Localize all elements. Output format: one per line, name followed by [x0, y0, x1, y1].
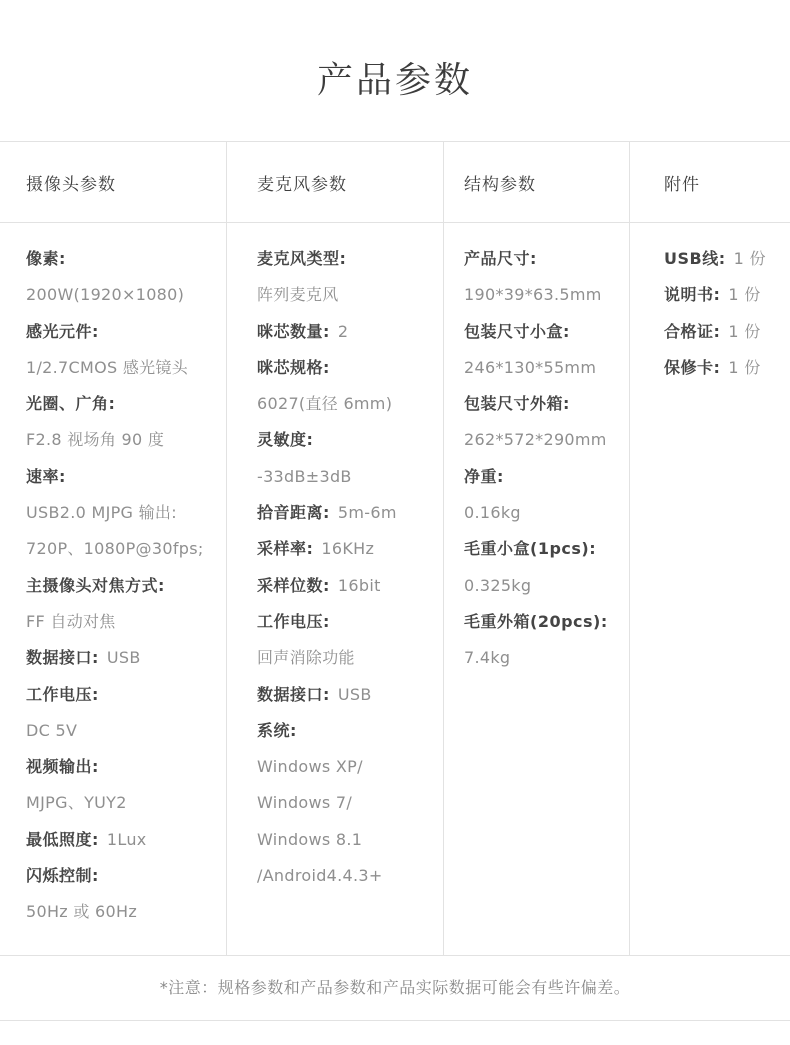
spec-label: 数据接口: — [257, 684, 330, 704]
spec-label: 工作电压: — [257, 611, 330, 631]
spec-label: 采样率: — [257, 539, 314, 559]
header-structure-params: 结构参数 — [444, 142, 630, 222]
spec-line — [26, 677, 226, 713]
spec-line — [26, 894, 226, 930]
spec-label: USB线: — [664, 249, 726, 268]
spec-line — [257, 386, 443, 422]
spec-value: Windows 7/ — [257, 793, 353, 813]
spec-value: 50Hz 或 60Hz — [26, 902, 138, 922]
spec-label: 保修卡: — [664, 357, 721, 377]
spec-line — [257, 713, 443, 749]
spec-line — [26, 785, 226, 821]
spec-line — [464, 241, 629, 277]
spec-value: USB2.0 MJPG 输出: — [26, 503, 177, 523]
spec-label: 咪芯规格: — [257, 357, 330, 377]
spec-line — [257, 749, 443, 785]
header-microphone-params: 麦克风参数 — [227, 142, 444, 222]
spec-line — [257, 640, 443, 676]
spec-table — [0, 141, 790, 956]
spec-line — [257, 568, 443, 604]
spec-line — [26, 749, 226, 785]
spec-value: 回声消除功能 — [257, 648, 355, 668]
spec-value: 7.4kg — [464, 648, 511, 668]
spec-label: 说明书: — [664, 285, 721, 305]
spec-line — [464, 386, 629, 422]
spec-line — [26, 459, 226, 495]
column-structure-params — [444, 223, 630, 955]
spec-line — [464, 604, 629, 640]
spec-label: 系统: — [257, 720, 297, 740]
spec-label: 主摄像头对焦方式: — [26, 575, 165, 595]
spec-value: -33dB±3dB — [257, 466, 352, 486]
spec-line — [26, 241, 226, 277]
spec-value: Windows 8.1 — [257, 829, 363, 849]
spec-line — [664, 241, 790, 277]
spec-label: 闪烁控制: — [26, 866, 99, 886]
spec-value: 6027(直径 6mm) — [257, 394, 393, 414]
spec-line — [257, 604, 443, 640]
page-title: 产品参数 — [316, 60, 473, 101]
spec-label: 麦克风类型: — [257, 249, 347, 268]
spec-line — [257, 241, 443, 277]
spec-value: 1/2.7CMOS 感光镜头 — [26, 357, 189, 377]
spec-value: /Android4.4.3+ — [257, 866, 383, 886]
spec-line — [464, 568, 629, 604]
spec-line — [257, 350, 443, 386]
spec-line — [464, 314, 629, 350]
spec-line — [257, 459, 443, 495]
spec-line — [26, 568, 226, 604]
spec-value: USB — [106, 648, 141, 668]
spec-value: 2 — [337, 321, 349, 341]
spec-line — [257, 822, 443, 858]
column-accessories — [630, 223, 790, 955]
spec-value: 1 份 — [728, 357, 761, 377]
column-microphone-params — [227, 223, 444, 955]
spec-line — [257, 277, 443, 313]
spec-line — [464, 277, 629, 313]
spec-value: USB — [337, 684, 372, 704]
spec-line — [464, 531, 629, 567]
column-camera-params — [0, 223, 227, 955]
spec-value: 190*39*63.5mm — [464, 285, 602, 305]
spec-line — [257, 785, 443, 821]
spec-value: 1 份 — [728, 321, 761, 341]
spec-value: 0.16kg — [464, 503, 521, 523]
spec-line — [257, 422, 443, 458]
spec-line — [26, 640, 226, 676]
spec-label: 毛重小盒(1pcs): — [464, 539, 597, 559]
spec-label: 毛重外箱(20pcs): — [464, 611, 608, 631]
header-camera-params: 摄像头参数 — [0, 142, 227, 222]
spec-table-header-row — [0, 142, 790, 223]
spec-line — [257, 858, 443, 894]
spec-value: DC 5V — [26, 720, 78, 740]
spec-line — [26, 422, 226, 458]
spec-value: F2.8 视场角 90 度 — [26, 430, 165, 450]
spec-value: 16KHz — [321, 539, 375, 559]
spec-line — [26, 277, 226, 313]
spec-value: 262*572*290mm — [464, 430, 607, 450]
spec-label: 数据接口: — [26, 648, 99, 668]
spec-value: 阵列麦克风 — [257, 285, 339, 305]
spec-line — [464, 350, 629, 386]
spec-line — [26, 314, 226, 350]
spec-label: 像素: — [26, 249, 66, 268]
spec-line — [257, 531, 443, 567]
spec-label: 产品尺寸: — [464, 249, 537, 268]
spec-line — [664, 314, 790, 350]
spec-value: MJPG、YUY2 — [26, 793, 127, 813]
spec-label: 包装尺寸外箱: — [464, 394, 570, 414]
spec-line — [26, 495, 226, 531]
spec-label: 拾音距离: — [257, 503, 330, 523]
spec-label: 合格证: — [664, 321, 721, 341]
spec-label: 最低照度: — [26, 829, 99, 849]
header-accessories: 附件 — [664, 174, 700, 195]
spec-line — [464, 422, 629, 458]
spec-label: 咪芯数量: — [257, 321, 330, 341]
spec-label: 速率: — [26, 466, 66, 486]
spec-label: 灵敏度: — [257, 430, 314, 450]
spec-line — [26, 604, 226, 640]
spec-line — [664, 277, 790, 313]
spec-label: 包装尺寸小盒: — [464, 321, 570, 341]
title-block — [0, 0, 790, 141]
spec-line — [464, 640, 629, 676]
spec-line — [257, 677, 443, 713]
spec-label: 视频输出: — [26, 757, 99, 777]
spec-label: 采样位数: — [257, 575, 330, 595]
spec-label: 净重: — [464, 466, 504, 486]
spec-label: 感光元件: — [26, 321, 99, 341]
spec-value: Windows XP/ — [257, 757, 363, 777]
spec-line — [664, 350, 790, 386]
spec-line — [26, 531, 226, 567]
spec-line — [464, 459, 629, 495]
spec-line — [26, 350, 226, 386]
spec-value: 1 份 — [728, 285, 761, 305]
spec-value: FF 自动对焦 — [26, 611, 116, 631]
spec-line — [257, 314, 443, 350]
spec-label: 工作电压: — [26, 684, 99, 704]
spec-line — [26, 386, 226, 422]
spec-value: 200W(1920×1080) — [26, 285, 185, 305]
footnote: *注意：规格参数和产品参数和产品实际数据可能会有些许偏差。 — [0, 956, 790, 1021]
spec-line — [26, 713, 226, 749]
spec-value: 246*130*55mm — [464, 357, 597, 377]
spec-value: 1Lux — [106, 829, 147, 849]
spec-value: 16bit — [337, 575, 381, 595]
spec-value: 5m-6m — [337, 503, 397, 523]
spec-line — [257, 495, 443, 531]
spec-line — [26, 858, 226, 894]
spec-value: 720P、1080P@30fps; — [26, 539, 204, 559]
spec-table-body — [0, 223, 790, 956]
spec-value: 1 份 — [733, 249, 766, 268]
spec-value: 0.325kg — [464, 575, 532, 595]
spec-line — [464, 495, 629, 531]
spec-label: 光圈、广角: — [26, 394, 116, 414]
spec-line — [26, 822, 226, 858]
